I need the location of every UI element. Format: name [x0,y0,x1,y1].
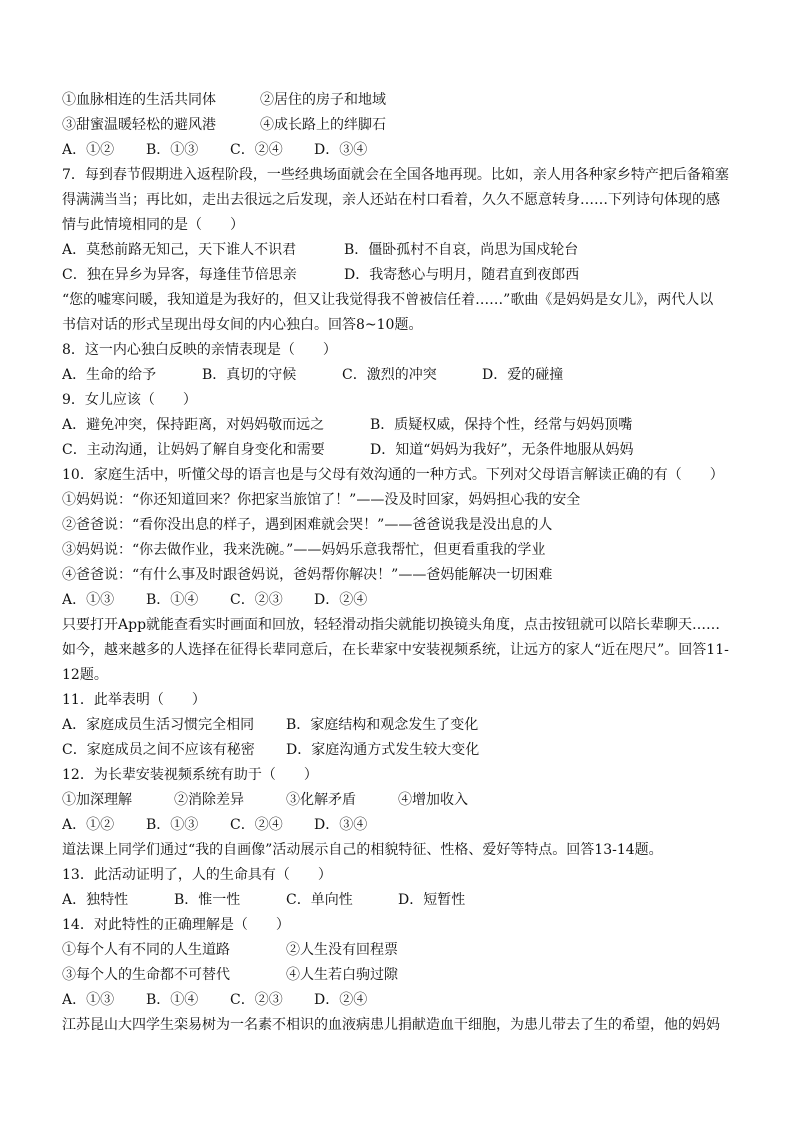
option-item: ④增加收入 [398,792,468,808]
option-item: D．我寄愁心与明月，随君直到夜郎西 [344,267,580,283]
option-item: C．激烈的冲突 [342,367,437,383]
option-item: B．惟一性 [174,892,241,908]
option-row [62,888,738,913]
option-row [62,788,738,813]
option-row [62,588,738,613]
option-item: A．家庭成员生活习惯完全相同 [62,717,255,733]
option-item: B．质疑权威，保持个性，经常与妈妈顶嘴 [370,417,633,433]
option-item: ③每个人的生命都不可替代 [62,967,230,983]
text-line: 江苏昆山大四学生栾易树为一名素不相识的血液病患儿捐献造血干细胞，为患儿带去了生的希望，他的妈妈 [62,1017,720,1033]
option-item: A．避免冲突，保持距离，对妈妈敬而远之 [62,417,325,433]
option-row [62,138,738,163]
option-item: C．②③ [230,592,283,608]
text-line: 如今，越来越多的人选择在征得长辈同意后，在长辈家中安装视频系统，让远方的家人“近在咫尺”。回答11- [62,642,729,658]
option-item: D．短暂性 [398,892,466,908]
option-item: B．①③ [146,817,199,833]
option-item: B．家庭结构和观念发生了变化 [286,717,479,733]
option-item: B．①③ [146,142,199,158]
option-row [62,363,738,388]
text-line: “您的嘘寒问暖，我知道是为我好的，但又让我觉得我不曾被信任着……”歌曲《是妈妈是女儿》，两代人以 [62,292,714,308]
option-item: A．独特性 [62,892,129,908]
text-line: 10．家庭生活中，听懂父母的语言也是与父母有效沟通的一种方式。下列对父母语言解读正确的有（ ） [62,467,724,483]
option-row [62,963,738,988]
option-item: A．①③ [62,992,115,1008]
text-line: 12．为长辈安装视频系统有助于（ ） [62,767,318,783]
option-item: B．真切的守候 [202,367,297,383]
text-line: 得满满当当；再比如，走出去很远之后发现，亲人还站在村口看着，久久不愿意转身……下列诗句体现的感 [62,192,720,208]
text-line: 道法课上同学们通过“我的自画像”活动展示自己的相貌特征、性格、爱好等特点。回答13-14题。 [62,842,663,858]
text-line: 11．此举表明（ ） [62,692,206,708]
text-line: ③妈妈说：“你去做作业，我来洗碗。”——妈妈乐意我帮忙，但更看重我的学业 [62,542,546,558]
option-row [62,413,738,438]
option-row [62,113,738,138]
option-item: ②居住的房子和地域 [260,92,386,108]
text-line: 书信对话的形式呈现出母女间的内心独白。回答8~10题。 [62,317,423,333]
option-item: ④成长路上的绊脚石 [260,117,386,133]
option-row [62,713,738,738]
option-item: A．莫愁前路无知己，天下谁人不识君 [62,242,297,258]
option-item: A．生命的给予 [62,367,157,383]
text-line: 7．每到春节假期进入返程阶段，一些经典场面就会在全国各地再现。比如，亲人用各种家乡特产把后备箱塞 [62,167,729,183]
option-item: C．单向性 [286,892,353,908]
text-line: 情与此情境相同的是（ ） [62,217,244,233]
option-item: A．①② [62,817,115,833]
option-row [62,438,738,463]
text-line: ④爸爸说：“有什么事及时跟爸妈说，爸妈帮你解决！”——爸妈能解决一切困难 [62,567,553,583]
option-item: B．①④ [146,592,199,608]
option-item: D．②④ [314,592,368,608]
option-row [62,738,738,763]
option-row [62,88,738,113]
option-item: ①每个人有不同的人生道路 [62,942,230,958]
option-item: C．家庭成员之间不应该有秘密 [62,742,255,758]
text-line: ②爸爸说：“看你没出息的样子，遇到困难就会哭！”——爸爸说我是没出息的人 [62,517,553,533]
option-row [62,238,738,263]
option-item: D．家庭沟通方式发生较大变化 [286,742,480,758]
document-page [62,88,738,1038]
option-item: D．知道“妈妈为我好”，无条件地服从妈妈 [370,442,634,458]
option-item: ②消除差异 [174,792,244,808]
option-item: ③甜蜜温暖轻松的避风港 [62,117,216,133]
option-item: C．②④ [230,142,283,158]
option-item: A．①② [62,142,115,158]
option-row [62,813,738,838]
text-line: 13．此活动证明了，人的生命具有（ ） [62,867,332,883]
option-item: D．③④ [314,142,368,158]
option-item: ①血脉相连的生活共同体 [62,92,216,108]
option-item: D．爱的碰撞 [482,367,564,383]
option-row [62,263,738,288]
option-item: C．②③ [230,992,283,1008]
text-line: 12题。 [62,667,108,683]
option-item: ①加深理解 [62,792,132,808]
text-line: 14．对此特性的正确理解是（ ） [62,917,290,933]
option-item: ②人生没有回程票 [286,942,398,958]
option-item: ④人生若白驹过隙 [286,967,398,983]
text-line: 8．这一内心独白反映的亲情表现是（ ） [62,342,337,358]
option-item: D．②④ [314,992,368,1008]
option-item: C．主动沟通，让妈妈了解自身变化和需要 [62,442,325,458]
text-line: 9．女儿应该（ ） [62,392,197,408]
option-row [62,988,738,1013]
option-row [62,938,738,963]
option-item: C．②④ [230,817,283,833]
option-item: A．①③ [62,592,115,608]
text-line: ①妈妈说：“你还知道回来？你把家当旅馆了！”——没及时回家，妈妈担心我的安全 [62,492,581,508]
option-item: B．①④ [146,992,199,1008]
option-item: D．③④ [314,817,368,833]
option-item: ③化解矛盾 [286,792,356,808]
option-item: C．独在异乡为异客，每逢佳节倍思亲 [62,267,297,283]
option-item: B．僵卧孤村不自哀，尚思为国戍轮台 [344,242,579,258]
text-line: 只要打开App就能查看实时画面和回放，轻轻滑动指尖就能切换镜头角度，点击按钮就可以陪长辈聊天…… [62,617,721,633]
